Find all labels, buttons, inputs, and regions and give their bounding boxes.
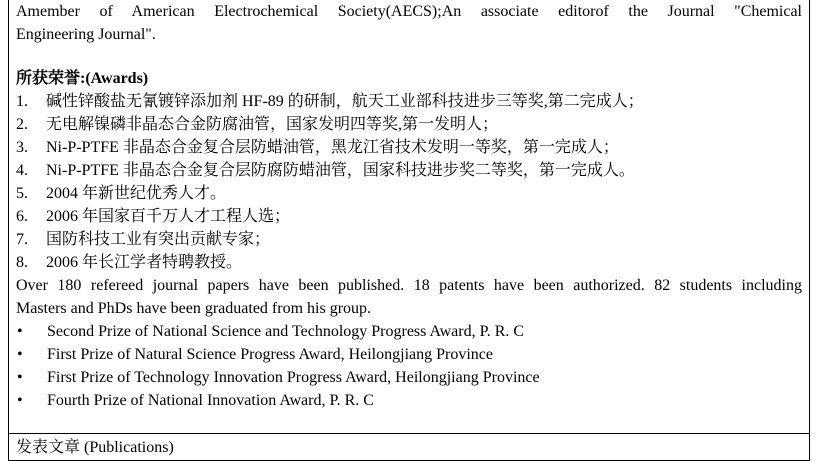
award-item [16, 228, 270, 251]
award-text: Ni-P-PTFE 非晶态合金复合层防蜡油管，黑龙江省技术发明一等奖，第一完成人； [46, 139, 619, 156]
document-table [8, 0, 810, 461]
award-number: 8. [16, 254, 28, 271]
award-item [16, 182, 226, 205]
award-item [16, 90, 644, 113]
award-number: 1. [16, 93, 28, 110]
prize-text: Fourth Prize of National Innovation Award, P. R. C [47, 392, 374, 409]
award-number: 5. [16, 185, 28, 202]
summary-line-1: Over 180 refereed journal papers have been published. 18 patents have been authorized. 82 students including [16, 277, 802, 294]
awards-cell [9, 0, 809, 434]
award-item [16, 136, 619, 159]
publications-heading: 发表文章 (Publications) [16, 439, 174, 456]
award-item [16, 113, 498, 136]
bullet-icon: • [17, 346, 23, 363]
prize-text: Second Prize of National Science and Technology Progress Award, P. R. C [47, 323, 525, 340]
award-text: 2006 年长江学者特聘教授。 [46, 254, 243, 271]
award-text: 2004 年新世纪优秀人才。 [46, 185, 227, 202]
publications-cell [9, 434, 809, 461]
award-number: 6. [16, 208, 28, 225]
award-text: 国防科技工业有突出贡献专家； [46, 231, 271, 248]
prize-item [16, 320, 524, 343]
summary-line-2: Masters and PhDs have been graduated from his group. [16, 300, 372, 317]
awards-heading: 所获荣誉:(Awards) [16, 70, 149, 87]
prize-text: First Prize of Natural Science Progress Award, Heilongjiang Province [47, 346, 493, 363]
award-item [16, 205, 290, 228]
prize-item [16, 389, 374, 412]
prize-item [16, 343, 493, 366]
intro-line-2: Engineering Journal". [16, 26, 156, 43]
intro-line-1: Amember of American Electrochemical Society(AECS);An associate editorof the Journal "Chemical [16, 3, 802, 20]
award-text: Ni-P-PTFE 非晶态合金复合层防腐防蜡油管，国家科技进步奖二等奖，第一完成人。 [46, 162, 635, 179]
award-number: 2. [16, 116, 28, 133]
prize-text: First Prize of Technology Innovation Progress Award, Heilongjiang Province [47, 369, 540, 386]
bullet-icon: • [17, 369, 23, 386]
award-item [16, 159, 635, 182]
award-text: 无电解镍磷非晶态合金防腐油管，国家发明四等奖,第一发明人； [46, 116, 499, 133]
bullet-icon: • [17, 323, 23, 340]
award-text: 2006 年国家百千万人才工程人选； [46, 208, 291, 225]
prize-item [16, 366, 540, 389]
award-number: 3. [16, 139, 28, 156]
award-item [16, 251, 242, 274]
award-number: 4. [16, 162, 28, 179]
award-number: 7. [16, 231, 28, 248]
award-text: 碱性锌酸盐无氰镀锌添加剂 HF-89 的研制，航天工业部科技进步三等奖,第二完成人； [46, 93, 644, 110]
bullet-icon: • [17, 392, 23, 409]
